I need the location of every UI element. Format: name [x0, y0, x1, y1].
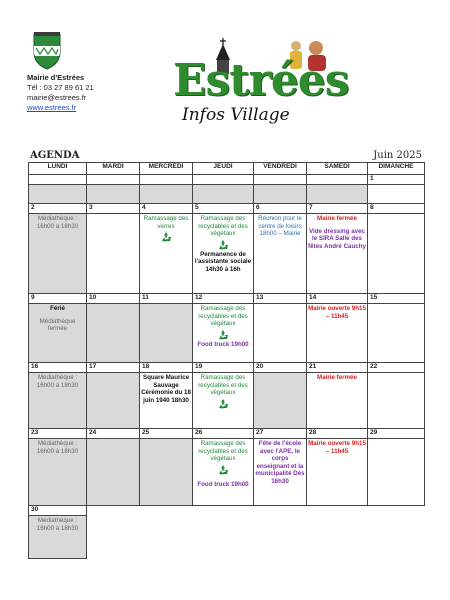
recycle-icon: [217, 398, 229, 410]
day-number: 1: [368, 175, 425, 185]
village-logo: [170, 38, 349, 128]
day-cell: [193, 373, 254, 429]
mediatheque-event: Médiathèque : 16h00 à 18h30: [36, 517, 79, 532]
weekday-header: VENDREDI: [254, 163, 307, 175]
mediatheque-fermee-event: Médiathèque fermée: [39, 317, 76, 333]
food-truck-event: Food truck 19h00: [197, 480, 249, 488]
day-number: 30: [29, 506, 87, 516]
day-cell: [368, 304, 425, 363]
day-number: 18: [140, 363, 193, 373]
reunion-place: 18h00 – Mairie: [259, 230, 301, 238]
ramassage-vegetaux-event: Ramassage des recyclables et des végétaux: [198, 305, 248, 328]
day-number-row: [29, 204, 425, 214]
day-cell: [87, 214, 140, 294]
day-cell: [140, 439, 193, 506]
day-cell: [254, 185, 307, 204]
day-cell: [29, 373, 87, 429]
day-cell: [29, 439, 87, 506]
day-cell: [193, 439, 254, 506]
day-number: 7: [307, 204, 368, 214]
day-cell: [87, 373, 140, 429]
day-number: 3: [87, 204, 140, 214]
mairie-ouverte-event: Mairie ouverte 9h15 – 11h45: [308, 440, 366, 455]
weekday-header-row: [29, 163, 425, 175]
day-cell: [87, 185, 140, 204]
food-truck-event: Food truck 19h00: [197, 340, 249, 348]
empty-day: [254, 175, 307, 185]
day-number-row: [29, 506, 425, 516]
mairie-ouverte-event: Mairie ouverte 9h15 – 11h45: [308, 305, 366, 320]
day-cell: [140, 373, 193, 429]
recycle-icon: [217, 464, 229, 476]
day-cell: [193, 304, 254, 363]
mediatheque-event: Médiathèque : 16h00 à 18h30: [36, 374, 79, 389]
empty-day: [87, 175, 140, 185]
village-crest-icon: [32, 30, 62, 70]
mairie-name: Mairie d'Estrées: [27, 73, 85, 82]
day-number-row: [29, 175, 425, 185]
ceremonie-event: Square Maurice Sauvage Cérémonie du 18 juin 1940 18h30: [141, 374, 191, 404]
agenda-label: AGENDA: [30, 150, 80, 161]
day-content-row: [29, 439, 425, 506]
day-cell: [29, 516, 87, 559]
day-number: 27: [254, 429, 307, 439]
day-number: 14: [307, 294, 368, 304]
empty-day: [29, 175, 87, 185]
day-cell: [368, 185, 425, 204]
day-number: 15: [368, 294, 425, 304]
day-number: 10: [87, 294, 140, 304]
ferie-event: Férié: [50, 305, 65, 312]
logo-subtitle: Infos Village: [182, 105, 290, 125]
weekday-header: MARDI: [87, 163, 140, 175]
day-number: 16: [29, 363, 87, 373]
mediatheque-event: Médiathèque : 16h00 à 18h30: [36, 440, 79, 455]
day-number: 25: [140, 429, 193, 439]
weekday-header: DIMANCHE: [368, 163, 425, 175]
reunion-event: Réunion pour le centre de loisirs: [258, 215, 302, 230]
weekday-header: MERCREDI: [140, 163, 193, 175]
ramassage-vegetaux-event: Ramassage des recyclables et des végétaux: [198, 215, 248, 238]
day-cell: [140, 214, 193, 294]
mediatheque-event: Médiathèque : 16h00 à 18h30: [36, 215, 79, 230]
day-content-row: [29, 373, 425, 429]
day-number: 6: [254, 204, 307, 214]
day-number: 8: [368, 204, 425, 214]
day-number: 29: [368, 429, 425, 439]
empty-day: [307, 175, 368, 185]
day-cell: [87, 304, 140, 363]
day-number: 2: [29, 204, 87, 214]
empty-day: [193, 175, 254, 185]
day-number: 20: [254, 363, 307, 373]
day-number-row: [29, 429, 425, 439]
day-number: 24: [87, 429, 140, 439]
empty-day: [87, 516, 425, 559]
day-number: 12: [193, 294, 254, 304]
day-number: 19: [193, 363, 254, 373]
day-cell: [307, 214, 368, 294]
day-cell: [29, 214, 87, 294]
day-cell: [29, 185, 87, 204]
day-cell: [254, 214, 307, 294]
ramassage-verres-event: Ramassage des verres: [143, 215, 189, 230]
day-number: 13: [254, 294, 307, 304]
permanence-event: Permanence de l'assistante sociale 14h30 à 16h: [194, 250, 252, 273]
weekday-header: SAMEDI: [307, 163, 368, 175]
day-cell: [307, 373, 368, 429]
contact-block: [27, 73, 94, 113]
day-content-row: [29, 304, 425, 363]
day-cell: [87, 439, 140, 506]
empty-day: [140, 175, 193, 185]
day-cell: [307, 304, 368, 363]
empty-day: [87, 506, 425, 516]
day-number: 5: [193, 204, 254, 214]
day-number-row: [29, 294, 425, 304]
day-cell: [193, 214, 254, 294]
day-number: 4: [140, 204, 193, 214]
day-cell: [368, 439, 425, 506]
email-address: mairie@estrees.fr: [27, 93, 87, 102]
day-cell: [368, 214, 425, 294]
day-cell: [140, 304, 193, 363]
day-number-row: [29, 363, 425, 373]
day-number: 17: [87, 363, 140, 373]
day-cell: [368, 373, 425, 429]
day-cell: [254, 439, 307, 506]
day-cell: [140, 185, 193, 204]
day-number: 23: [29, 429, 87, 439]
website-link[interactable]: www.estrees.fr: [27, 103, 77, 112]
day-cell: [254, 373, 307, 429]
day-number: 22: [368, 363, 425, 373]
day-cell: [193, 185, 254, 204]
vide-dressing-event: Vide dressing avec le SIRA Salle des fêtes André Cauchy: [308, 227, 366, 250]
day-content-row: [29, 185, 425, 204]
day-cell: [307, 185, 368, 204]
mairie-fermee-event: Mairie fermée: [317, 215, 357, 222]
day-cell: [29, 304, 87, 363]
day-cell: [307, 439, 368, 506]
fete-ecole-event: Fête de l'école avec l'APE, le corps enseignant et la municipalité Dès 16h30: [255, 440, 305, 485]
calendar-table: [28, 162, 425, 559]
day-number: 26: [193, 429, 254, 439]
day-number: 11: [140, 294, 193, 304]
ramassage-vegetaux-event: Ramassage des recyclables et des végétaux: [198, 374, 248, 397]
recycle-icon: [217, 239, 229, 251]
recycle-icon: [160, 231, 172, 243]
day-number: 21: [307, 363, 368, 373]
agenda-month: Juin 2025: [373, 150, 422, 161]
mairie-fermee-event: Mairie fermée: [317, 374, 357, 381]
day-number: 28: [307, 429, 368, 439]
logo-title: Estrées: [173, 55, 349, 106]
day-content-row: [29, 516, 425, 559]
recycle-icon: [217, 329, 229, 341]
day-cell: [254, 304, 307, 363]
phone-number: Tél : 03 27 89 61 21: [27, 83, 94, 92]
ramassage-vegetaux-event: Ramassage des recyclables et des végétaux: [198, 440, 248, 463]
day-number: 9: [29, 294, 87, 304]
weekday-header: LUNDI: [29, 163, 87, 175]
weekday-header: JEUDI: [193, 163, 254, 175]
day-content-row: [29, 214, 425, 294]
